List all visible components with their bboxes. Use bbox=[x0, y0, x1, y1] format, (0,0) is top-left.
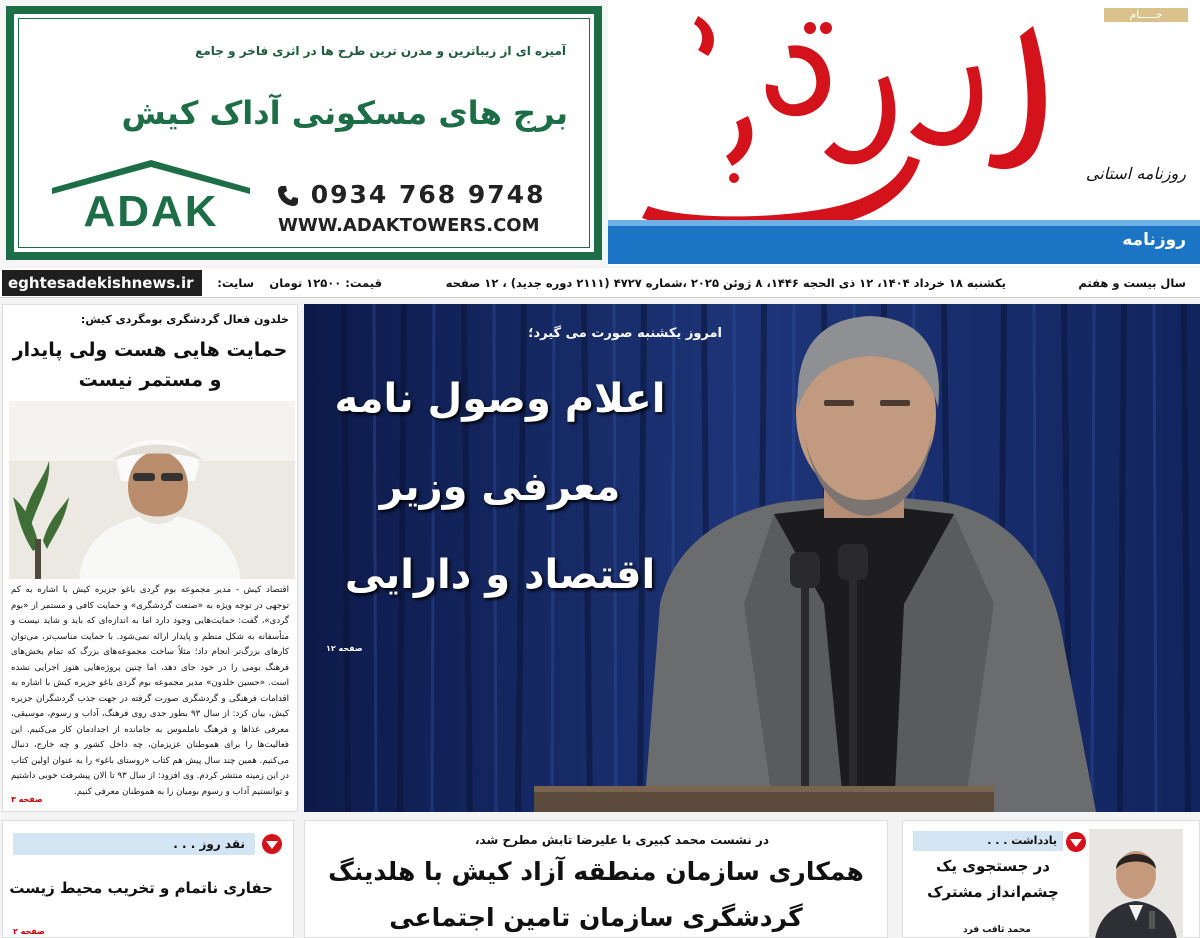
site-url-text: eghtesadekishnews.ir bbox=[8, 274, 194, 292]
issue-info-bar bbox=[0, 268, 1200, 298]
left-story-body: اقتصاد کیش - مدیر مجموعه بوم گردی باغو جزیره کیش با اشاره به کم توجهی در توجه ویژه به «صنعت گردشگری» و حمایت کافی و مستمر از «بوم گردی»، گفت: حمایت‌هایی وجود دارد اما به اندازه‌ای که باید و شاید نیست و متأسفانه به شکل منظم و پایدار ارائه نمی‌شود. با حمایت مناسب‌تر، می‌توان کارهای بزرگ‌تر انجام داد؛ مثلاً ساخت مجموعه‌های بزرگ که تمام بخش‌های فرهنگ بومی را در خود جای دهد، اما چنین پروژه‌هایی هنوز اجرایی نشده است. «حسین خلدون» مدیر مجموعه بوم گردی باغو جزیره کیش با اشاره به اقدامات فرهنگی و گردشگری صورت گرفته در جهت جذب گردشگران جزیره کیش، بیان کرد: از سال ۹۳ بطور جدی روی فرهنگ، آداب و رسوم، موسیقی، معرفی غذاها و فرهنگ ناملموس به جامانده از اجدادمان کار می‌کنیم. این فعالیت‌ها را برای هموطنان عزیزمان، چه داخل کشور و چه خارج، دنبال می‌کنیم. همین چند سال پیش هم کتاب «روستای باغو» را به عنوان اولین کتاب در این زمینه منتشر کردم. وی افزود: از سال ۹۳ تا الان پیشرفت خوبی داشتیم و توانستیم آداب و رسوم بومیان را به هموطنان معرفی کنیم. bbox=[11, 585, 290, 797]
feature-page-ref[interactable]: صفحه ۱۲ bbox=[326, 644, 363, 653]
bottom-story-headline-2[interactable]: گردشگری سازمان تامین اجتماعی bbox=[389, 903, 803, 932]
site-label: سایت: bbox=[217, 276, 254, 290]
newspaper-logo bbox=[638, 6, 1068, 226]
note-label: یادداشت . . . bbox=[913, 831, 1063, 851]
bottom-story-headline-1[interactable]: همکاری سازمان منطقه آزاد کیش با هلدینگ bbox=[328, 857, 864, 886]
bottom-story-kicker: در نشست محمد کبیری با علیرضا تابش مطرح شد، bbox=[475, 833, 769, 847]
phone-icon bbox=[276, 184, 300, 208]
section-mark-icon bbox=[1065, 831, 1087, 853]
ad-tagline: آمیزه ای از زیباترین و مدرن ترین طرح ها در اثری فاخر و جامع bbox=[195, 44, 566, 58]
site-url[interactable] bbox=[2, 270, 202, 296]
issue-date: یکشنبه ۱۸ خرداد ۱۴۰۴، ۱۲ ذی الحجه ۱۴۴۶، ۸ ژوئن ۲۰۲۵ ،شماره ۴۷۲۷ (۲۱۱۱ دوره جدید) ، ۱۲ صفحه bbox=[445, 276, 1006, 290]
ad-phone[interactable] bbox=[276, 180, 545, 209]
masthead bbox=[608, 0, 1200, 266]
advertisement[interactable] bbox=[0, 0, 606, 266]
criticism-page-ref[interactable]: صفحه ۲ bbox=[13, 927, 45, 936]
bottom-story[interactable] bbox=[304, 820, 888, 938]
editorial-note[interactable] bbox=[902, 820, 1200, 938]
ad-phone-number: 0934 768 9748 bbox=[310, 180, 546, 209]
masthead-blue-bar bbox=[608, 220, 1200, 264]
ad-title: برج های مسکونی آداک کیش bbox=[121, 94, 568, 132]
feature-headline-line-1[interactable]: اعلام وصول نامه bbox=[334, 376, 666, 422]
issue-year: سال بیست و هفتم bbox=[1078, 276, 1186, 290]
left-story-headline[interactable]: حمایت هایی هست ولی پایدار و مستمر نیست bbox=[12, 339, 288, 391]
criticism-headline[interactable]: حفاری ناتمام و تخریب محیط زیست bbox=[9, 879, 273, 897]
note-author: محمد ثاقب فرد bbox=[963, 925, 1031, 935]
left-story-page-ref[interactable]: صفحه ۳ bbox=[11, 795, 43, 804]
adak-logo bbox=[48, 158, 254, 232]
blue-bar-stripe bbox=[608, 220, 1200, 226]
feature-story[interactable] bbox=[304, 304, 1200, 812]
adak-logo-text: ADAK bbox=[83, 187, 219, 232]
feature-headline-line-2[interactable]: معرفی وزیر bbox=[379, 464, 621, 510]
left-story-photo bbox=[9, 401, 295, 579]
publication-type: روزنامه bbox=[1122, 230, 1186, 250]
feature-headline-line-3[interactable]: اقتصاد و دارایی bbox=[344, 552, 656, 598]
left-story-kicker: خلدون فعال گردشگری بومگردی کیش: bbox=[80, 313, 289, 326]
criticism-label: نقد روز . . . bbox=[13, 833, 255, 855]
criticism-box[interactable] bbox=[2, 820, 294, 938]
feature-kicker: امروز یکشنبه صورت می گیرد؛ bbox=[528, 326, 722, 341]
ad-url[interactable]: WWW.ADAKTOWERS.COM bbox=[278, 215, 540, 236]
author-photo bbox=[1089, 829, 1183, 938]
note-title-line-2[interactable]: چشم‌انداز مشترک bbox=[927, 883, 1059, 901]
masthead-subtitle: روزنامه استانی bbox=[1085, 164, 1186, 183]
left-story[interactable] bbox=[2, 304, 298, 812]
section-mark-icon bbox=[261, 833, 283, 855]
note-title-line-1[interactable]: در جستجوی یک bbox=[936, 857, 1050, 875]
masthead-tag: جـــــام bbox=[1104, 8, 1188, 22]
issue-price: قیمت: ۱۲۵۰۰ تومان bbox=[269, 276, 382, 290]
